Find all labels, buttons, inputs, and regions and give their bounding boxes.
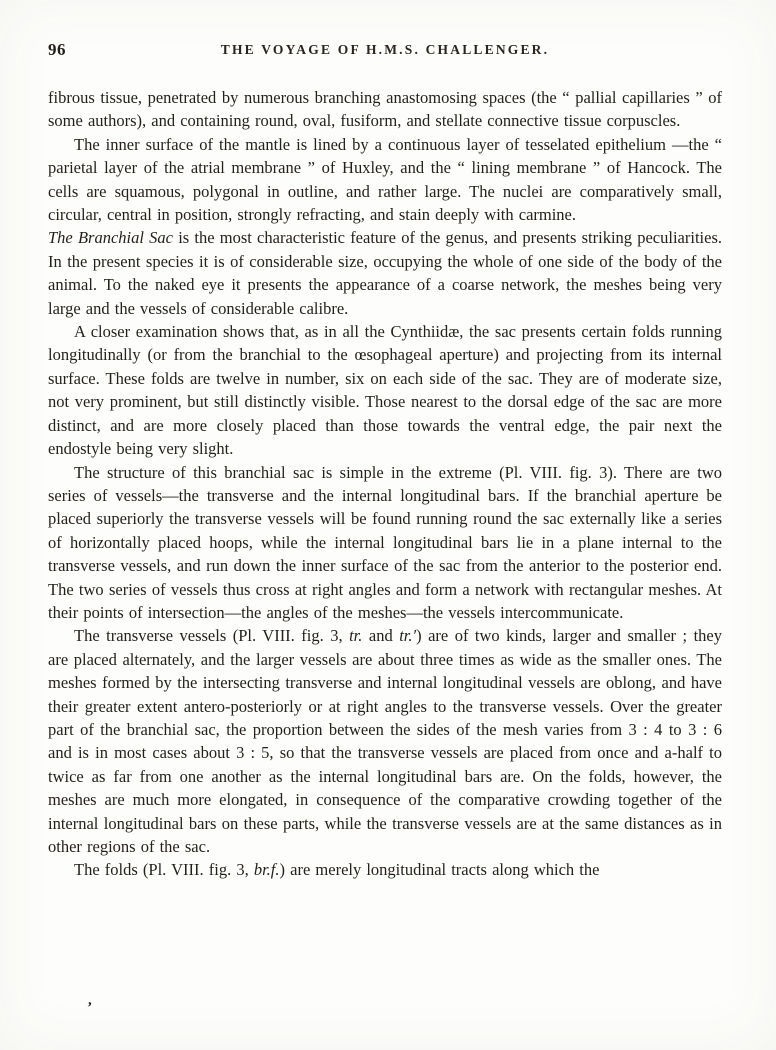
paragraph [48,320,722,460]
text-segment: The inner surface of the mantle is lined by a continuous layer of tesselated epithelium —the “ parietal layer of the atrial membrane ” of Huxley, and the “ lining membrane ” of Hancock. The cells are squamous, polygonal in outline, and rather large. The nuclei are comparatively small, circular, central in position, strongly refracting, and stain deeply with carmine. [48,134,722,225]
paragraph [48,86,722,133]
text-segment: The transverse vessels (Pl. VIII. fig. 3, [74,626,350,646]
text-segment-italic: The Branchial Sac [48,228,173,248]
text-segment: ) are merely longitudinal tracts along which the [279,860,600,880]
text-segment-italic: tr. [349,626,363,646]
text-segment-italic: br.f. [253,860,280,880]
page-number: 96 [48,40,66,59]
text-segment: The structure of this branchial sac is simple in the extreme (Pl. VIII. fig. 3). There are two series of vessels—the transverse and the internal longitudinal bars. If the branchial aperture be placed superiorly the transverse vessels will be found running round the sac externally like a series of horizontally placed hoops, while the internal longitudinal bars lie in a plane internal to the transverse vessels, and run down the inner surface of the sac from the anterior to the posterior end. The two series of vessels thus cross at right angles and form a network with rectangular meshes. At their points of intersection—the angles of the meshes—the vessels intercommunicate. [48,462,722,622]
running-title: THE VOYAGE OF H.M.S. CHALLENGER. [220,42,550,57]
text-segment-italic: tr.′ [399,626,417,646]
text-segment: A closer examination shows that, as in all the Cynthiidæ, the sac presents certain folds running longitudinally (or from the branchial to the œsophageal aperture) and projecting from its internal surface. These folds are twelve in number, six on each side of the sac. They are of moderate size, not very prominent, but still distinctly visible. Those nearest to the dorsal edge of the sac are more distinct, and are more closely placed than those towards the ventral edge, the pair next the endostyle being very slight. [48,322,722,459]
page-header [48,40,722,64]
text-segment: and [362,626,400,646]
text-segment: is the most characteristic feature of the genus, and presents striking peculiarities. In the present species it is of considerable size, occupying the whole of one side of the body of the animal. To the naked eye it presents the appearance of a coarse network, the meshes being very large and the vessels of considerable calibre. [48,228,722,318]
paragraph [48,624,722,858]
text-segment: fibrous tissue, penetrated by numerous branching anastomosing spaces (the “ pallial capillaries ” of some authors), and containing round, oval, fusiform, and stellate connective tissue corpuscles. [48,88,722,131]
page-body [48,86,722,882]
paragraph [48,226,722,320]
text-segment: The folds (Pl. VIII. fig. 3, [74,860,254,880]
paragraph [48,133,722,227]
ink-mark-artifact: ’ [84,999,93,1017]
text-segment: ) are of two kinds, larger and smaller ; they are placed alternately, and the larger vessels are about three times as wide as the smaller ones. The meshes formed by the intersecting transverse and internal longitudinal vessels are oblong, and have their greater extent antero-posteriorly or at right angles to the transverse vessels. Over the greater part of the branchial sac, the proportion between the sides of the mesh varies from 3 : 4 to 3 : 6 and is in most cases about 3 : 5, so that the transverse vessels are placed from once and a-half to twice as far from one another as the internal longitudinal bars are. On the folds, however, the meshes are much more elongated, in consequence of the comparative crowding together of the internal longitudinal bars on these parts, while the transverse vessels are at the same distances as in other regions of the sac. [48,626,722,856]
paragraphs [48,86,722,882]
paragraph [48,858,722,881]
paragraph [48,461,722,625]
